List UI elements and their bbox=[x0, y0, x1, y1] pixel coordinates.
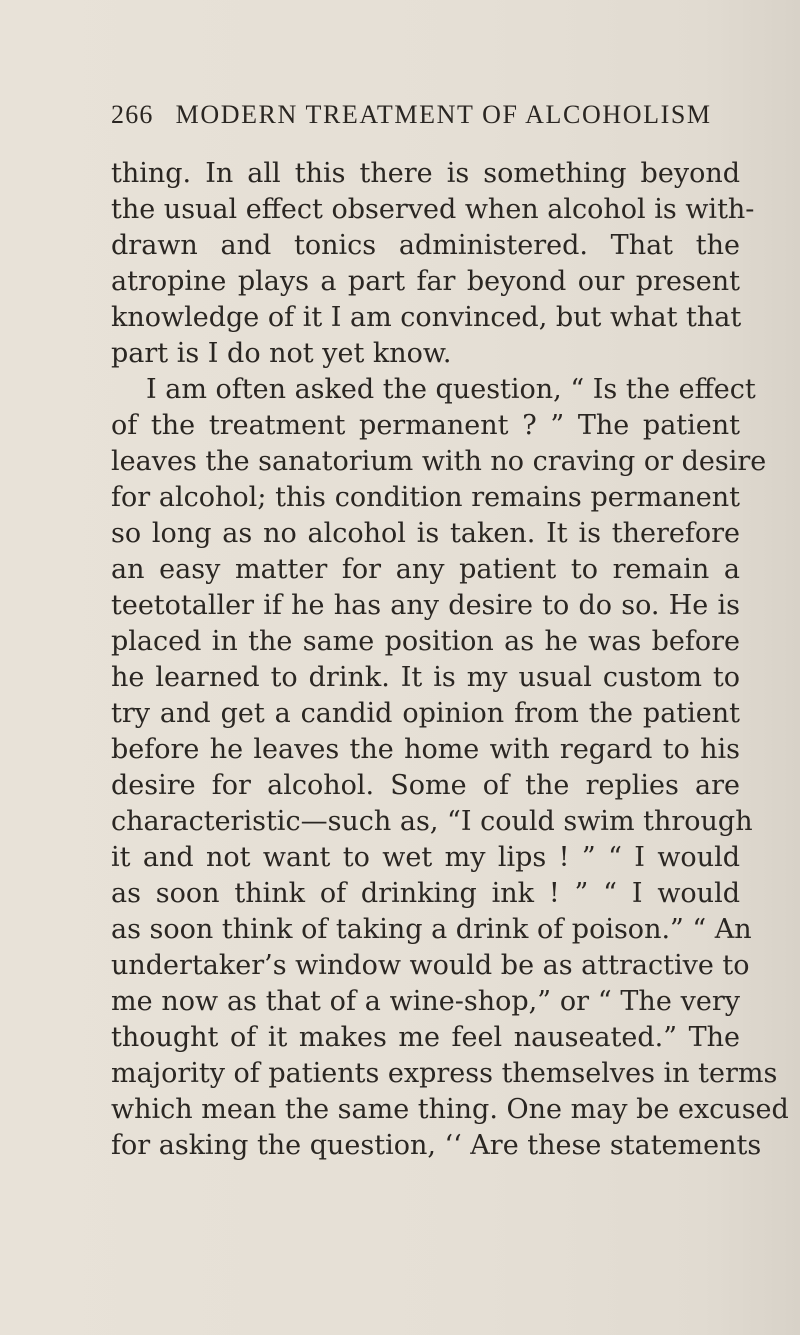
text-line: the usual effect observed when alcohol is with- bbox=[111, 194, 755, 225]
text-line: an easy matter for any patient to remain a bbox=[111, 554, 740, 585]
text-line: he learned to drink. It is my usual custom to bbox=[111, 662, 740, 693]
text-line: as soon think of taking a drink of poison.” “ An bbox=[111, 914, 752, 945]
text-line: try and get a candid opinion from the patient bbox=[111, 698, 740, 729]
text-line: so long as no alcohol is taken. It is therefore bbox=[111, 518, 740, 549]
text-line: thought of it makes me feel nauseated.” The bbox=[111, 1022, 740, 1053]
text-line: placed in the same position as he was before bbox=[111, 626, 740, 657]
text-line: it and not want to wet my lips ! ” “ I would bbox=[111, 842, 740, 873]
text-line: desire for alcohol. Some of the replies are bbox=[111, 770, 740, 801]
text-line: knowledge of it I am convinced, but what that bbox=[111, 302, 742, 333]
text-line: for asking the question, ‘‘ Are these statements bbox=[111, 1130, 762, 1161]
text-line: undertaker’s window would be as attractive to bbox=[111, 950, 750, 981]
page-number: 266 bbox=[111, 100, 154, 129]
text-line: part is I do not yet know. bbox=[111, 338, 452, 369]
text-line: as soon think of drinking ink ! ” “ I would bbox=[111, 878, 740, 909]
text-line: for alcohol; this condition remains permanent bbox=[111, 482, 740, 513]
text-line: majority of patients express themselves in terms bbox=[111, 1058, 778, 1089]
text-line: before he leaves the home with regard to his bbox=[111, 734, 740, 765]
running-head bbox=[111, 100, 741, 140]
running-title: MODERN TREATMENT OF ALCOHOLISM bbox=[175, 100, 712, 129]
body-text bbox=[111, 156, 789, 1164]
text-line: thing. In all this there is something beyond bbox=[111, 158, 740, 189]
text-line: drawn and tonics administered. That the bbox=[111, 230, 740, 261]
text-line: me now as that of a wine-shop,” or “ The very bbox=[111, 986, 740, 1017]
text-line: characteristic—such as, “I could swim through bbox=[111, 806, 753, 837]
text-line: which mean the same thing. One may be excused bbox=[111, 1094, 789, 1125]
paragraph-start-line: I am often asked the question, “ Is the effect bbox=[146, 374, 756, 405]
text-line: atropine plays a part far beyond our present bbox=[111, 266, 740, 297]
text-line: teetotaller if he has any desire to do so. He is bbox=[111, 590, 740, 621]
text-line: of the treatment permanent ? ” The patient bbox=[111, 410, 740, 441]
text-line: leaves the sanatorium with no craving or desire bbox=[111, 446, 767, 477]
